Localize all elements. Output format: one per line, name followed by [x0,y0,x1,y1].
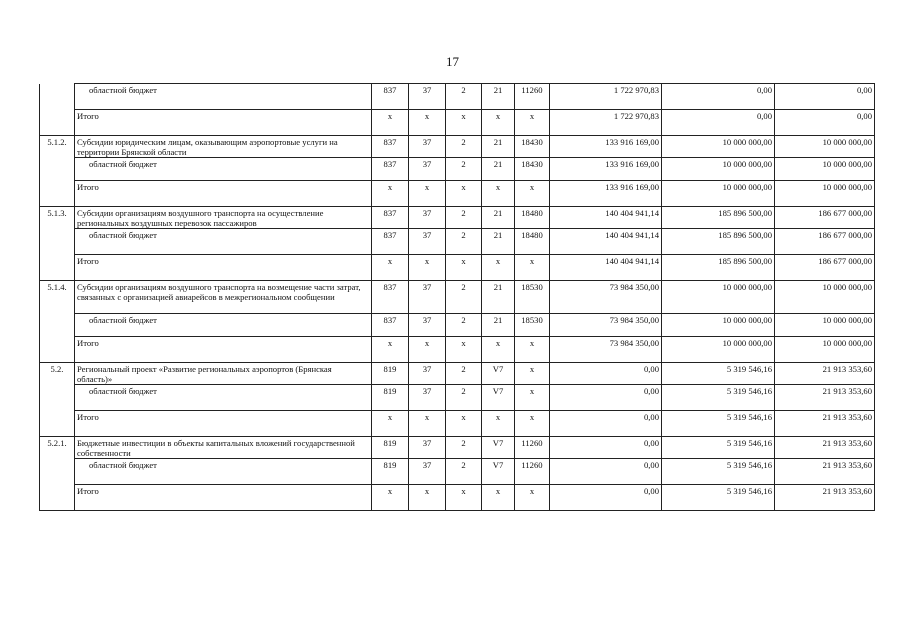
amount-year3-cell: 10 000 000,00 [775,181,875,207]
code-subprogram-cell: 2 [446,229,482,255]
amount-year2-cell: 10 000 000,00 [662,337,775,363]
item-number-cell: 5.2.1. [40,437,75,459]
item-name-cell: Итого [75,181,372,207]
code-direction-cell: 18480 [515,207,550,229]
item-name-cell: областной бюджет [75,385,372,411]
code-program-cell: 37 [409,281,446,314]
item-number-cell: 5.1.4. [40,281,75,314]
code-subprogram-cell: 2 [446,281,482,314]
item-number-cell [40,314,75,337]
amount-year2-cell: 185 896 500,00 [662,207,775,229]
code-grbs-cell: 819 [372,437,409,459]
code-direction-cell: х [515,385,550,411]
amount-year1-cell: 73 984 350,00 [550,314,662,337]
item-name-cell: Итого [75,255,372,281]
code-subprogram-cell: 2 [446,363,482,385]
table-row [40,181,875,207]
table-row [40,363,875,385]
code-direction-cell: 18430 [515,158,550,181]
code-direction-cell: х [515,363,550,385]
code-grbs-cell: х [372,411,409,437]
amount-year1-cell: 133 916 169,00 [550,181,662,207]
table-row [40,337,875,363]
amount-year3-cell: 21 913 353,60 [775,363,875,385]
item-number-cell: 5.1.3. [40,207,75,229]
table-row [40,459,875,485]
code-program-cell: 37 [409,158,446,181]
amount-year3-cell: 21 913 353,60 [775,437,875,459]
code-program-cell: 37 [409,459,446,485]
amount-year1-cell: 140 404 941,14 [550,255,662,281]
amount-year2-cell: 10 000 000,00 [662,281,775,314]
amount-year2-cell: 5 319 546,16 [662,385,775,411]
code-subprogram-cell: 2 [446,459,482,485]
item-number-cell [40,158,75,181]
item-number-cell [40,337,75,363]
budget-table [39,83,875,511]
item-name-cell: Региональный проект «Развитие региональных аэропортов (Брянская область)» [75,363,372,385]
item-number-cell [40,485,75,511]
amount-year1-cell: 73 984 350,00 [550,337,662,363]
code-grbs-cell: 819 [372,459,409,485]
code-event-cell: 21 [482,158,515,181]
table-row [40,84,875,110]
amount-year1-cell: 133 916 169,00 [550,158,662,181]
table-row [40,437,875,459]
amount-year2-cell: 10 000 000,00 [662,158,775,181]
code-subprogram-cell: х [446,337,482,363]
code-subprogram-cell: 2 [446,207,482,229]
table-row [40,281,875,314]
code-grbs-cell: 837 [372,281,409,314]
code-subprogram-cell: х [446,110,482,136]
amount-year1-cell: 1 722 970,83 [550,84,662,110]
item-name-cell: областной бюджет [75,158,372,181]
code-direction-cell: 11260 [515,84,550,110]
item-name-cell: Итого [75,485,372,511]
amount-year1-cell: 0,00 [550,485,662,511]
amount-year3-cell: 0,00 [775,110,875,136]
amount-year3-cell: 0,00 [775,84,875,110]
item-number-cell [40,181,75,207]
amount-year2-cell: 5 319 546,16 [662,485,775,511]
code-program-cell: х [409,411,446,437]
code-event-cell: х [482,485,515,511]
amount-year1-cell: 73 984 350,00 [550,281,662,314]
code-grbs-cell: х [372,485,409,511]
item-number-cell [40,110,75,136]
table-row [40,255,875,281]
amount-year3-cell: 186 677 000,00 [775,207,875,229]
code-subprogram-cell: 2 [446,84,482,110]
code-grbs-cell: 837 [372,136,409,158]
table-row [40,207,875,229]
amount-year3-cell: 10 000 000,00 [775,136,875,158]
code-program-cell: 37 [409,314,446,337]
item-name-cell: областной бюджет [75,229,372,255]
code-grbs-cell: 819 [372,385,409,411]
amount-year3-cell: 21 913 353,60 [775,459,875,485]
code-program-cell: х [409,485,446,511]
amount-year2-cell: 185 896 500,00 [662,229,775,255]
item-number-cell: 5.1.2. [40,136,75,158]
code-subprogram-cell: х [446,411,482,437]
amount-year3-cell: 21 913 353,60 [775,411,875,437]
amount-year1-cell: 0,00 [550,459,662,485]
code-grbs-cell: 837 [372,207,409,229]
amount-year3-cell: 10 000 000,00 [775,158,875,181]
amount-year1-cell: 140 404 941,14 [550,207,662,229]
code-subprogram-cell: х [446,485,482,511]
code-grbs-cell: х [372,110,409,136]
table-row [40,314,875,337]
item-name-cell: Субсидии организациям воздушного транспорта на возмещение части затрат, связанных с организацией авиарейсов в межрегиональном сообщении [75,281,372,314]
code-event-cell: 21 [482,281,515,314]
code-event-cell: V7 [482,459,515,485]
code-grbs-cell: 837 [372,158,409,181]
code-event-cell: х [482,337,515,363]
amount-year2-cell: 10 000 000,00 [662,136,775,158]
amount-year3-cell: 186 677 000,00 [775,255,875,281]
item-number-cell [40,255,75,281]
amount-year3-cell: 10 000 000,00 [775,314,875,337]
amount-year2-cell: 0,00 [662,110,775,136]
code-direction-cell: х [515,110,550,136]
amount-year1-cell: 0,00 [550,437,662,459]
amount-year2-cell: 10 000 000,00 [662,314,775,337]
amount-year2-cell: 0,00 [662,84,775,110]
amount-year1-cell: 0,00 [550,363,662,385]
code-event-cell: 21 [482,314,515,337]
amount-year3-cell: 21 913 353,60 [775,485,875,511]
item-number-cell [40,229,75,255]
table-row [40,136,875,158]
code-subprogram-cell: х [446,255,482,281]
code-direction-cell: 11260 [515,437,550,459]
amount-year2-cell: 185 896 500,00 [662,255,775,281]
code-program-cell: 37 [409,207,446,229]
code-event-cell: V7 [482,437,515,459]
code-direction-cell: 11260 [515,459,550,485]
amount-year3-cell: 10 000 000,00 [775,337,875,363]
code-event-cell: 21 [482,84,515,110]
code-subprogram-cell: 2 [446,314,482,337]
item-name-cell: Итого [75,337,372,363]
code-grbs-cell: 837 [372,314,409,337]
code-subprogram-cell: 2 [446,437,482,459]
code-event-cell: V7 [482,385,515,411]
amount-year2-cell: 10 000 000,00 [662,181,775,207]
code-grbs-cell: 837 [372,84,409,110]
item-number-cell [40,385,75,411]
code-direction-cell: х [515,485,550,511]
amount-year2-cell: 5 319 546,16 [662,363,775,385]
item-name-cell: Бюджетные инвестиции в объекты капитальных вложений государственной собственности [75,437,372,459]
code-program-cell: 37 [409,229,446,255]
amount-year1-cell: 0,00 [550,385,662,411]
amount-year2-cell: 5 319 546,16 [662,437,775,459]
item-name-cell: Итого [75,110,372,136]
item-name-cell: областной бюджет [75,84,372,110]
code-event-cell: V7 [482,363,515,385]
page-number: 17 [446,54,459,69]
code-subprogram-cell: х [446,181,482,207]
item-number-cell [40,84,75,110]
amount-year1-cell: 133 916 169,00 [550,136,662,158]
code-program-cell: х [409,255,446,281]
item-name-cell: Итого [75,411,372,437]
item-name-cell: Субсидии юридическим лицам, оказывающим аэропортовые услуги на территории Брянской области [75,136,372,158]
code-program-cell: х [409,181,446,207]
amount-year1-cell: 1 722 970,83 [550,110,662,136]
amount-year1-cell: 0,00 [550,411,662,437]
code-grbs-cell: х [372,337,409,363]
item-name-cell: областной бюджет [75,314,372,337]
item-number-cell: 5.2. [40,363,75,385]
code-program-cell: 37 [409,136,446,158]
code-program-cell: х [409,110,446,136]
code-event-cell: х [482,411,515,437]
budget-table-body [40,84,875,511]
code-direction-cell: 18530 [515,281,550,314]
code-event-cell: 21 [482,207,515,229]
item-number-cell [40,459,75,485]
code-event-cell: 21 [482,136,515,158]
table-row [40,158,875,181]
code-subprogram-cell: 2 [446,385,482,411]
code-subprogram-cell: 2 [446,158,482,181]
code-program-cell: 37 [409,385,446,411]
table-row [40,110,875,136]
code-direction-cell: х [515,337,550,363]
table-row [40,411,875,437]
code-grbs-cell: 837 [372,229,409,255]
code-direction-cell: 18530 [515,314,550,337]
code-grbs-cell: х [372,255,409,281]
code-grbs-cell: 819 [372,363,409,385]
code-direction-cell: х [515,411,550,437]
table-row [40,385,875,411]
code-direction-cell: 18480 [515,229,550,255]
code-event-cell: 21 [482,229,515,255]
amount-year3-cell: 186 677 000,00 [775,229,875,255]
item-name-cell: Субсидии организациям воздушного транспорта на осуществление региональных воздушных перевозок пассажиров [75,207,372,229]
code-event-cell: х [482,181,515,207]
code-program-cell: х [409,337,446,363]
item-number-cell [40,411,75,437]
code-program-cell: 37 [409,363,446,385]
table-row [40,485,875,511]
code-direction-cell: 18430 [515,136,550,158]
amount-year2-cell: 5 319 546,16 [662,459,775,485]
amount-year3-cell: 10 000 000,00 [775,281,875,314]
code-event-cell: х [482,255,515,281]
code-program-cell: 37 [409,84,446,110]
code-direction-cell: х [515,255,550,281]
code-grbs-cell: х [372,181,409,207]
amount-year1-cell: 140 404 941,14 [550,229,662,255]
item-name-cell: областной бюджет [75,459,372,485]
code-event-cell: х [482,110,515,136]
code-subprogram-cell: 2 [446,136,482,158]
code-program-cell: 37 [409,437,446,459]
table-row [40,229,875,255]
amount-year3-cell: 21 913 353,60 [775,385,875,411]
amount-year2-cell: 5 319 546,16 [662,411,775,437]
code-direction-cell: х [515,181,550,207]
